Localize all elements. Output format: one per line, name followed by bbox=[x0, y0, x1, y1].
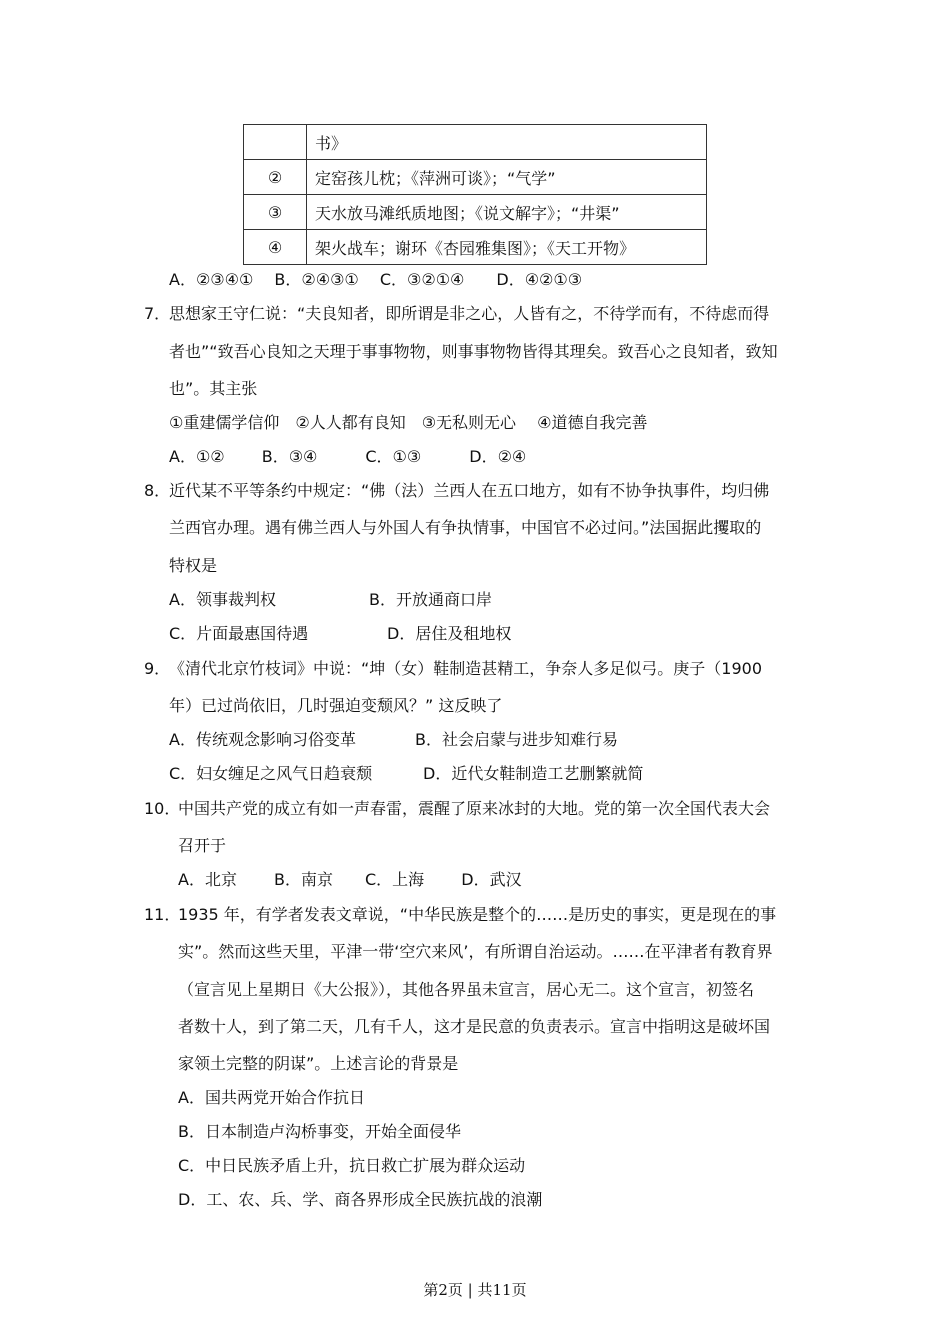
table-row bbox=[244, 125, 707, 160]
q10-line: 召开于 bbox=[178, 836, 227, 855]
q7-options: A．①② B．③④ C．①③ D．②④ bbox=[169, 447, 527, 466]
q9-option-a: A．传统观念影响习俗变革 bbox=[169, 730, 356, 749]
table-cell-num: ④ bbox=[244, 230, 307, 265]
q8-option-d: D．居住及租地权 bbox=[387, 624, 512, 643]
q10-number: 10． bbox=[144, 799, 181, 818]
table-cell-text: 书》 bbox=[307, 125, 707, 160]
q9-option-b: B．社会启蒙与进步知难行易 bbox=[415, 730, 618, 749]
q10-options: A．北京 B．南京 C．上海 D．武汉 bbox=[178, 870, 522, 889]
q7-number: 7． bbox=[144, 304, 171, 323]
q11-option-a: A．国共两党开始合作抗日 bbox=[178, 1088, 365, 1107]
q8-line: 兰西官办理。遇有佛兰西人与外国人有争执情事，中国官不必过问。”法国据此攫取的 bbox=[169, 518, 762, 537]
q8-number: 8． bbox=[144, 481, 171, 500]
table-cell-num bbox=[244, 125, 307, 160]
table-cell-text: 天水放马滩纸质地图；《说文解字》；“井渠” bbox=[307, 195, 707, 230]
table-row bbox=[244, 160, 707, 195]
q9-option-c: C．妇女缠足之风气日趋衰颓 bbox=[169, 764, 373, 783]
q9-line: 《清代北京竹枝词》中说：“坤（女）鞋制造甚精工，争奈人多足似弓。庚子（1900 bbox=[169, 659, 763, 678]
q11-line: 实”。然而这些天里，平津一带‘空穴来风’，有所谓自治运动。……在平津者有教育界 bbox=[178, 942, 773, 961]
q11-option-d: D．工、农、兵、学、商各界形成全民族抗战的浪潮 bbox=[178, 1190, 543, 1209]
q11-option-c: C．中日民族矛盾上升，抗日救亡扩展为群众运动 bbox=[178, 1156, 526, 1175]
q7-items: ①重建儒学信仰 ②人人都有良知 ③无私则无心 ④道德自我完善 bbox=[169, 413, 648, 432]
q9-number: 9． bbox=[144, 659, 171, 678]
table-row bbox=[244, 230, 707, 265]
q8-line: 近代某不平等条约中规定：“佛（法）兰西人在五口地方，如有不协争执事件，均归佛 bbox=[169, 481, 770, 500]
q8-option-b: B．开放通商口岸 bbox=[369, 590, 492, 609]
page-footer: 第2页 | 共11页 bbox=[423, 1281, 527, 1299]
q11-option-b: B．日本制造卢沟桥事变，开始全面侵华 bbox=[178, 1122, 461, 1141]
q7-line: 者也”“致吾心良知之天理于事事物物，则事事物物皆得其理矣。致吾心之良知者，致知 bbox=[169, 342, 778, 361]
q11-line: 家领土完整的阴谋”。上述言论的背景是 bbox=[178, 1054, 459, 1073]
q6-options: A．②③④① B．②④③① C．③②①④ D．④②①③ bbox=[169, 270, 583, 289]
q11-line: 1935 年，有学者发表文章说，“中华民族是整个的……是历史的事实，更是现在的事 bbox=[178, 905, 777, 924]
table-cell-text: 架火战车；谢环《杏园雅集图》；《天工开物》 bbox=[307, 230, 707, 265]
q8-option-c: C．片面最惠国待遇 bbox=[169, 624, 309, 643]
table-cell-text: 定窑孩儿枕；《萍洲可谈》；“气学” bbox=[307, 160, 707, 195]
table-cell-num: ③ bbox=[244, 195, 307, 230]
q7-line: 也”。其主张 bbox=[169, 379, 258, 398]
q7-line: 思想家王守仁说：“夫良知者，即所谓是非之心，人皆有之，不待学而有，不待虑而得 bbox=[169, 304, 770, 323]
q11-line: （宣言见上星期日《大公报》），其他各界虽未宣言，居心无二。这个宣言，初签名 bbox=[178, 980, 755, 999]
table-cell-num: ② bbox=[244, 160, 307, 195]
q9-option-d: D．近代女鞋制造工艺删繁就简 bbox=[423, 764, 644, 783]
q8-option-a: A．领事裁判权 bbox=[169, 590, 276, 609]
q8-line: 特权是 bbox=[169, 556, 218, 575]
table-row bbox=[244, 195, 707, 230]
q9-line: 年）已过尚依旧，几时强迫变颓风？” 这反映了 bbox=[169, 696, 503, 715]
options-table bbox=[243, 124, 707, 265]
q11-number: 11． bbox=[144, 905, 181, 924]
q10-line: 中国共产党的成立有如一声春雷，震醒了原来冰封的大地。党的第一次全国代表大会 bbox=[178, 799, 771, 818]
q11-line: 者数十人，到了第二天，几有千人，这才是民意的负责表示。宣言中指明这是破坏国 bbox=[178, 1017, 771, 1036]
